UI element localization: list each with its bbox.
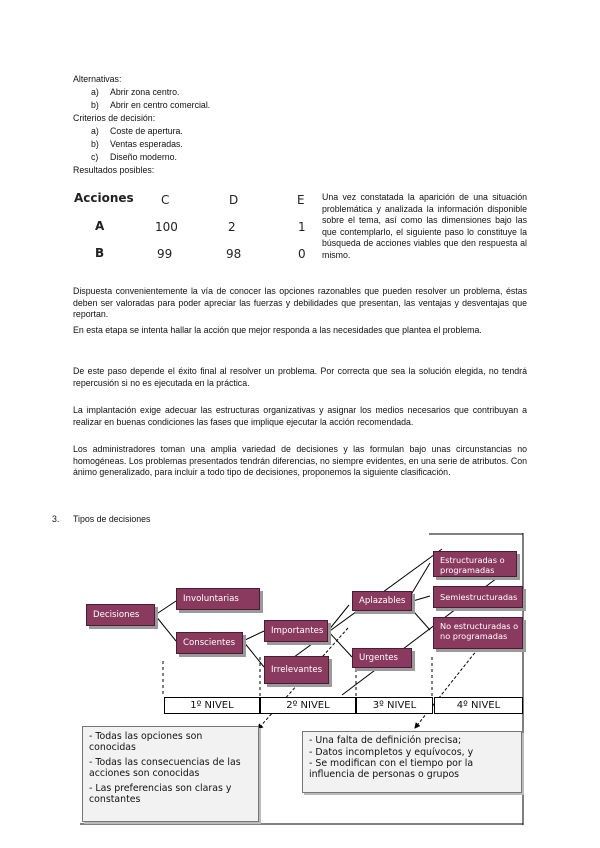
note-item: - Una falta de definición precisa;	[309, 735, 462, 746]
criteria-item: Ventas esperadas.	[110, 139, 183, 149]
table-cell: 100	[155, 220, 178, 234]
note-item: - Las preferencias son claras y constantes	[89, 783, 232, 805]
alt-marker: b)	[91, 100, 99, 110]
level-2: 2º NIVEL	[260, 697, 356, 714]
box-no-estructuradas: No estructuradas o no programadas	[433, 617, 523, 649]
level-1: 1º NIVEL	[164, 697, 260, 714]
criteria-title: Criterios de decisión:	[73, 113, 156, 123]
criteria-marker: b)	[91, 139, 99, 149]
decision-types-diagram	[80, 533, 528, 825]
box-urgentes: Urgentes	[352, 648, 412, 668]
table-header-c: C	[161, 193, 170, 207]
box-importantes: Importantes	[264, 620, 328, 642]
note-certainty-conditions	[82, 726, 259, 822]
table-cell: 2	[228, 220, 236, 234]
note-item: - Todas las consecuencias de las acciones son conocidas	[89, 757, 241, 779]
note-uncertainty-conditions	[302, 731, 522, 793]
box-semiestructuradas: Semiestructuradas	[433, 586, 523, 608]
criteria-marker: a)	[91, 126, 99, 136]
table-header-acciones: Acciones	[74, 191, 134, 205]
table-header-e: E	[297, 193, 305, 207]
box-decisiones: Decisiones	[86, 604, 155, 626]
criteria-item: Coste de apertura.	[110, 126, 183, 136]
paragraph: De este paso depende el éxito final al resolver un problema. Por correcta que sea la solución elegida, no tendrá repercusión si no es ejecutada en la práctica.	[73, 366, 527, 388]
note-item: - Datos incompletos y equívocos, y	[309, 746, 474, 758]
table-cell: 99	[157, 247, 173, 261]
paragraph: En esta etapa se intenta hallar la acción que mejor responda a las necesidades que plantea el problema.	[73, 325, 482, 335]
table-cell: 1	[298, 220, 306, 234]
box-conscientes: Conscientes	[176, 632, 243, 654]
table-row-label: A	[95, 219, 105, 233]
paragraph: La implantación exige adecuar las estructuras organizativas y asignar los medios necesarios que contribuyan a realizar en buenas condiciones las fases que implique ejecutar la acción recomendada.	[73, 405, 527, 427]
table-cell: 98	[226, 247, 242, 261]
alt-item: Abrir en centro comercial.	[110, 100, 211, 110]
criteria-marker: c)	[91, 152, 99, 162]
alt-marker: a)	[91, 87, 99, 97]
note-item: - Todas las opciones son conocidas	[89, 731, 203, 753]
table-cell: 0	[298, 247, 306, 261]
alt-item: Abrir zona centro.	[110, 87, 180, 97]
box-aplazables: Aplazables	[352, 591, 412, 611]
section-title: Tipos de decisiones	[73, 514, 151, 524]
level-3: 3º NIVEL	[356, 697, 433, 714]
paragraph: Dispuesta convenientemente la vía de conocer las opciones razonables que pueden resolver un problema, éstas deben ser valoradas para poder apreciar las fuerzas y debilidades que presentan, las ventajas y desventajas que reportan.	[73, 286, 527, 320]
results-title: Resultados posibles:	[73, 165, 155, 175]
box-involuntarias: Involuntarias	[176, 588, 260, 610]
note-item: - Se modifican con el tiempo por la influencia de personas o grupos	[309, 758, 474, 780]
criteria-item: Diseño moderno.	[110, 152, 177, 162]
table-header-d: D	[229, 193, 239, 207]
section-number: 3.	[52, 514, 60, 524]
paragraph: Los administradores toman una amplia variedad de decisiones y las formulan bajo unas circunstancias no homogéneas. Los problemas presentados tendrán diferencias, no siempre evidentes, en una serie de atributos. Con ánimo generalizado, para incluir a todo tipo de decisiones, proponemos la siguiente clasificación.	[73, 444, 527, 478]
box-estructuradas: Estructuradas o programadas	[433, 551, 517, 577]
side-paragraph: Una vez constatada la aparición de una situación problemática y analizada la información disponible sobre el tema, así como las dimensiones bajo las que contemplarlo, el siguiente paso lo constituye la búsqueda de acciones viables que den respuesta al mismo.	[322, 192, 527, 260]
level-4: 4º NIVEL	[434, 697, 523, 714]
table-row-label: B	[95, 246, 105, 260]
alternatives-title: Alternativas:	[73, 74, 122, 84]
box-irrelevantes: Irrelevantes	[264, 656, 329, 684]
